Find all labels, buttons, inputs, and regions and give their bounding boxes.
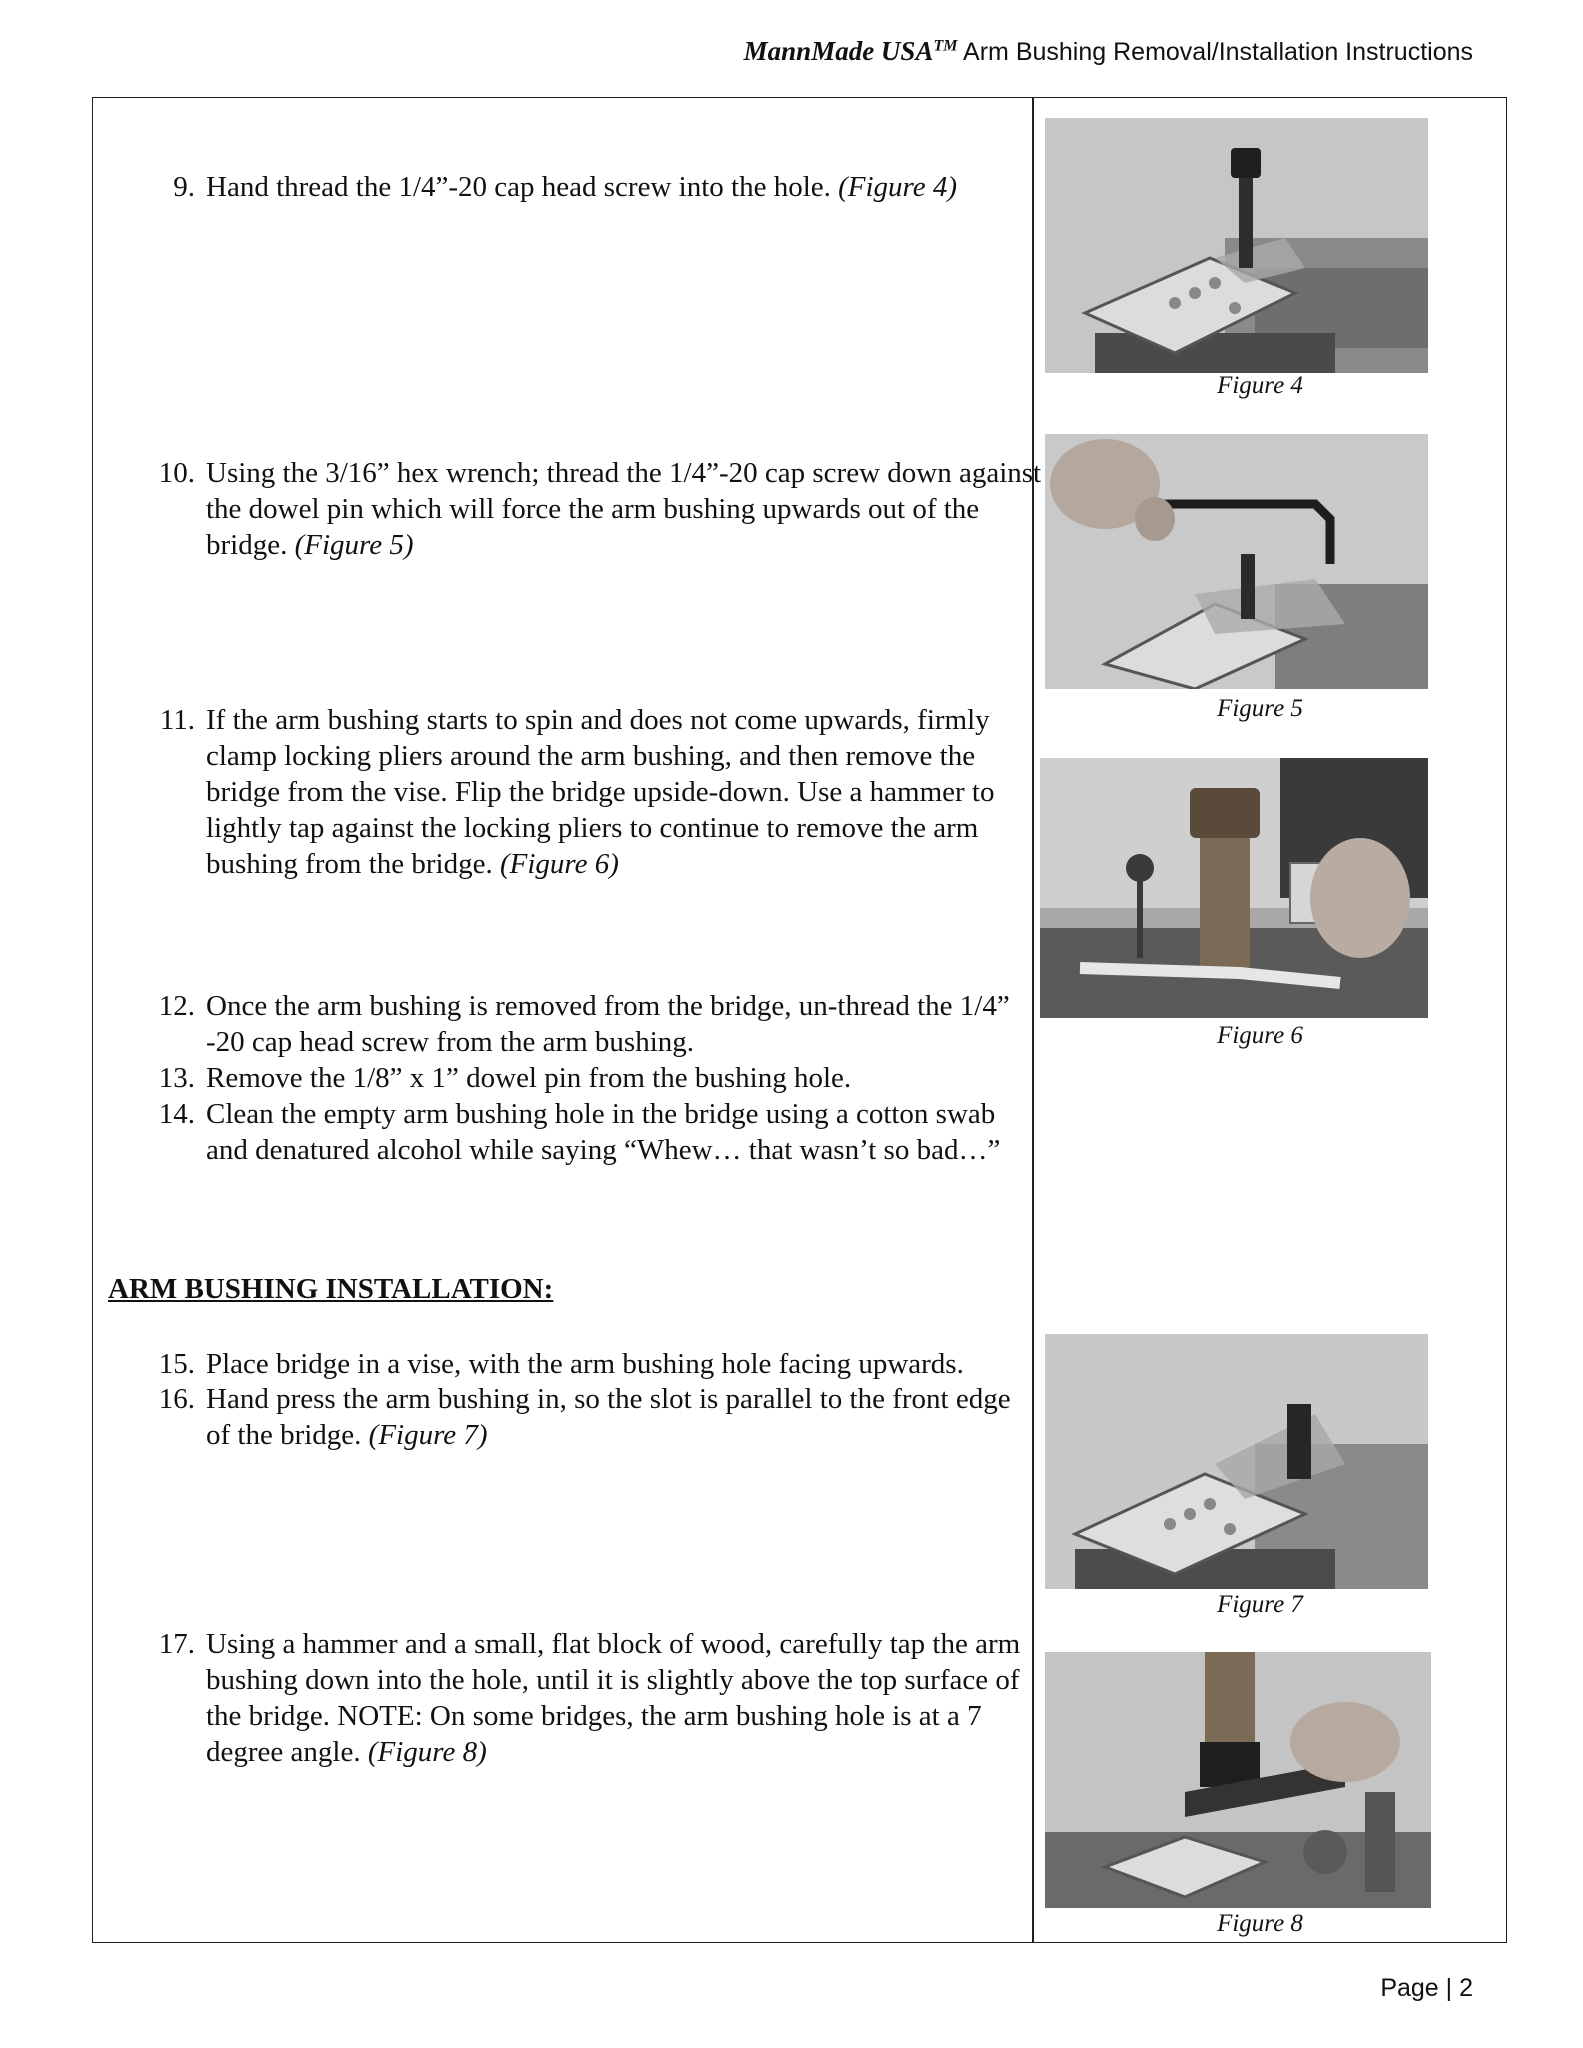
figure-4-photo (1045, 118, 1428, 373)
figure-4-caption: Figure 4 (1217, 372, 1303, 399)
figure-ref: (Figure 7) (368, 1419, 488, 1451)
figure-ref: (Figure 4) (838, 171, 958, 203)
step-number: 16. (158, 1383, 195, 1415)
figure-7-photo (1045, 1334, 1428, 1589)
step-text: Using a hammer and a small, flat block of wood, carefully tap the arm bushing down into the hole, until it is slightly above the top surface of the bridge. NOTE: On some bridges, the arm bushing hole is at a 7 degree angle. (Figure 8) (206, 1628, 1021, 1768)
step-text: Hand thread the 1/4”-20 cap head screw into the hole. (Figure 4) (206, 171, 958, 203)
step-text: Clean the empty arm bushing hole in the bridge using a cotton swab and denatured alcohol while saying “Whew… that wasn’t so bad…” (206, 1098, 1001, 1166)
step-text: If the arm bushing starts to spin and does not come upwards, firmly clamp locking pliers around the arm bushing, and then remove the bridge from the vise. Flip the bridge upside-down. Use a hammer to lightly tap against the locking pliers to continue to remove the arm bushing from the bridge. (Figure 6) (206, 704, 995, 880)
trademark-mark: TM (933, 37, 958, 55)
document-title: Arm Bushing Removal/Installation Instructions (963, 38, 1473, 66)
step-number: 9. (173, 171, 195, 203)
step-number: 11. (159, 704, 195, 736)
step-number: 13. (158, 1062, 195, 1094)
figure-ref: (Figure 8) (367, 1736, 487, 1768)
figure-5-photo (1045, 434, 1428, 689)
step-number: 14. (158, 1098, 195, 1130)
step-text: Using the 3/16” hex wrench; thread the 1/4”-20 cap screw down against the dowel pin which will force the arm bushing upwards out of the bridge. (Figure 5) (206, 457, 1042, 561)
step-text: Once the arm bushing is removed from the bridge, un-thread the 1/4” -20 cap head screw from the arm bushing. (206, 990, 1010, 1058)
figure-5-caption: Figure 5 (1217, 695, 1303, 722)
figure-ref: (Figure 5) (294, 529, 414, 561)
section-heading: ARM BUSHING INSTALLATION: (108, 1273, 554, 1305)
figure-8-caption: Figure 8 (1217, 1910, 1303, 1937)
step-text: Hand press the arm bushing in, so the slot is parallel to the front edge of the bridge. (Figure 7) (206, 1383, 1011, 1451)
step-text: Place bridge in a vise, with the arm bushing hole facing upwards. (206, 1348, 964, 1380)
step-number: 10. (158, 457, 195, 489)
figure-7-caption: Figure 7 (1217, 1591, 1303, 1618)
figure-ref: (Figure 6) (499, 848, 619, 880)
step-number: 17. (158, 1628, 195, 1660)
figure-6-caption: Figure 6 (1217, 1022, 1303, 1049)
figure-8-photo (1045, 1652, 1431, 1908)
page-header (744, 36, 1473, 67)
page-number: Page | 2 (1380, 1974, 1473, 2002)
step-number: 15. (158, 1348, 195, 1380)
step-number: 12. (158, 990, 195, 1022)
brand-name: MannMade USA (743, 36, 934, 66)
step-text: Remove the 1/8” x 1” dowel pin from the bushing hole. (206, 1062, 852, 1094)
figure-6-photo (1040, 758, 1428, 1018)
